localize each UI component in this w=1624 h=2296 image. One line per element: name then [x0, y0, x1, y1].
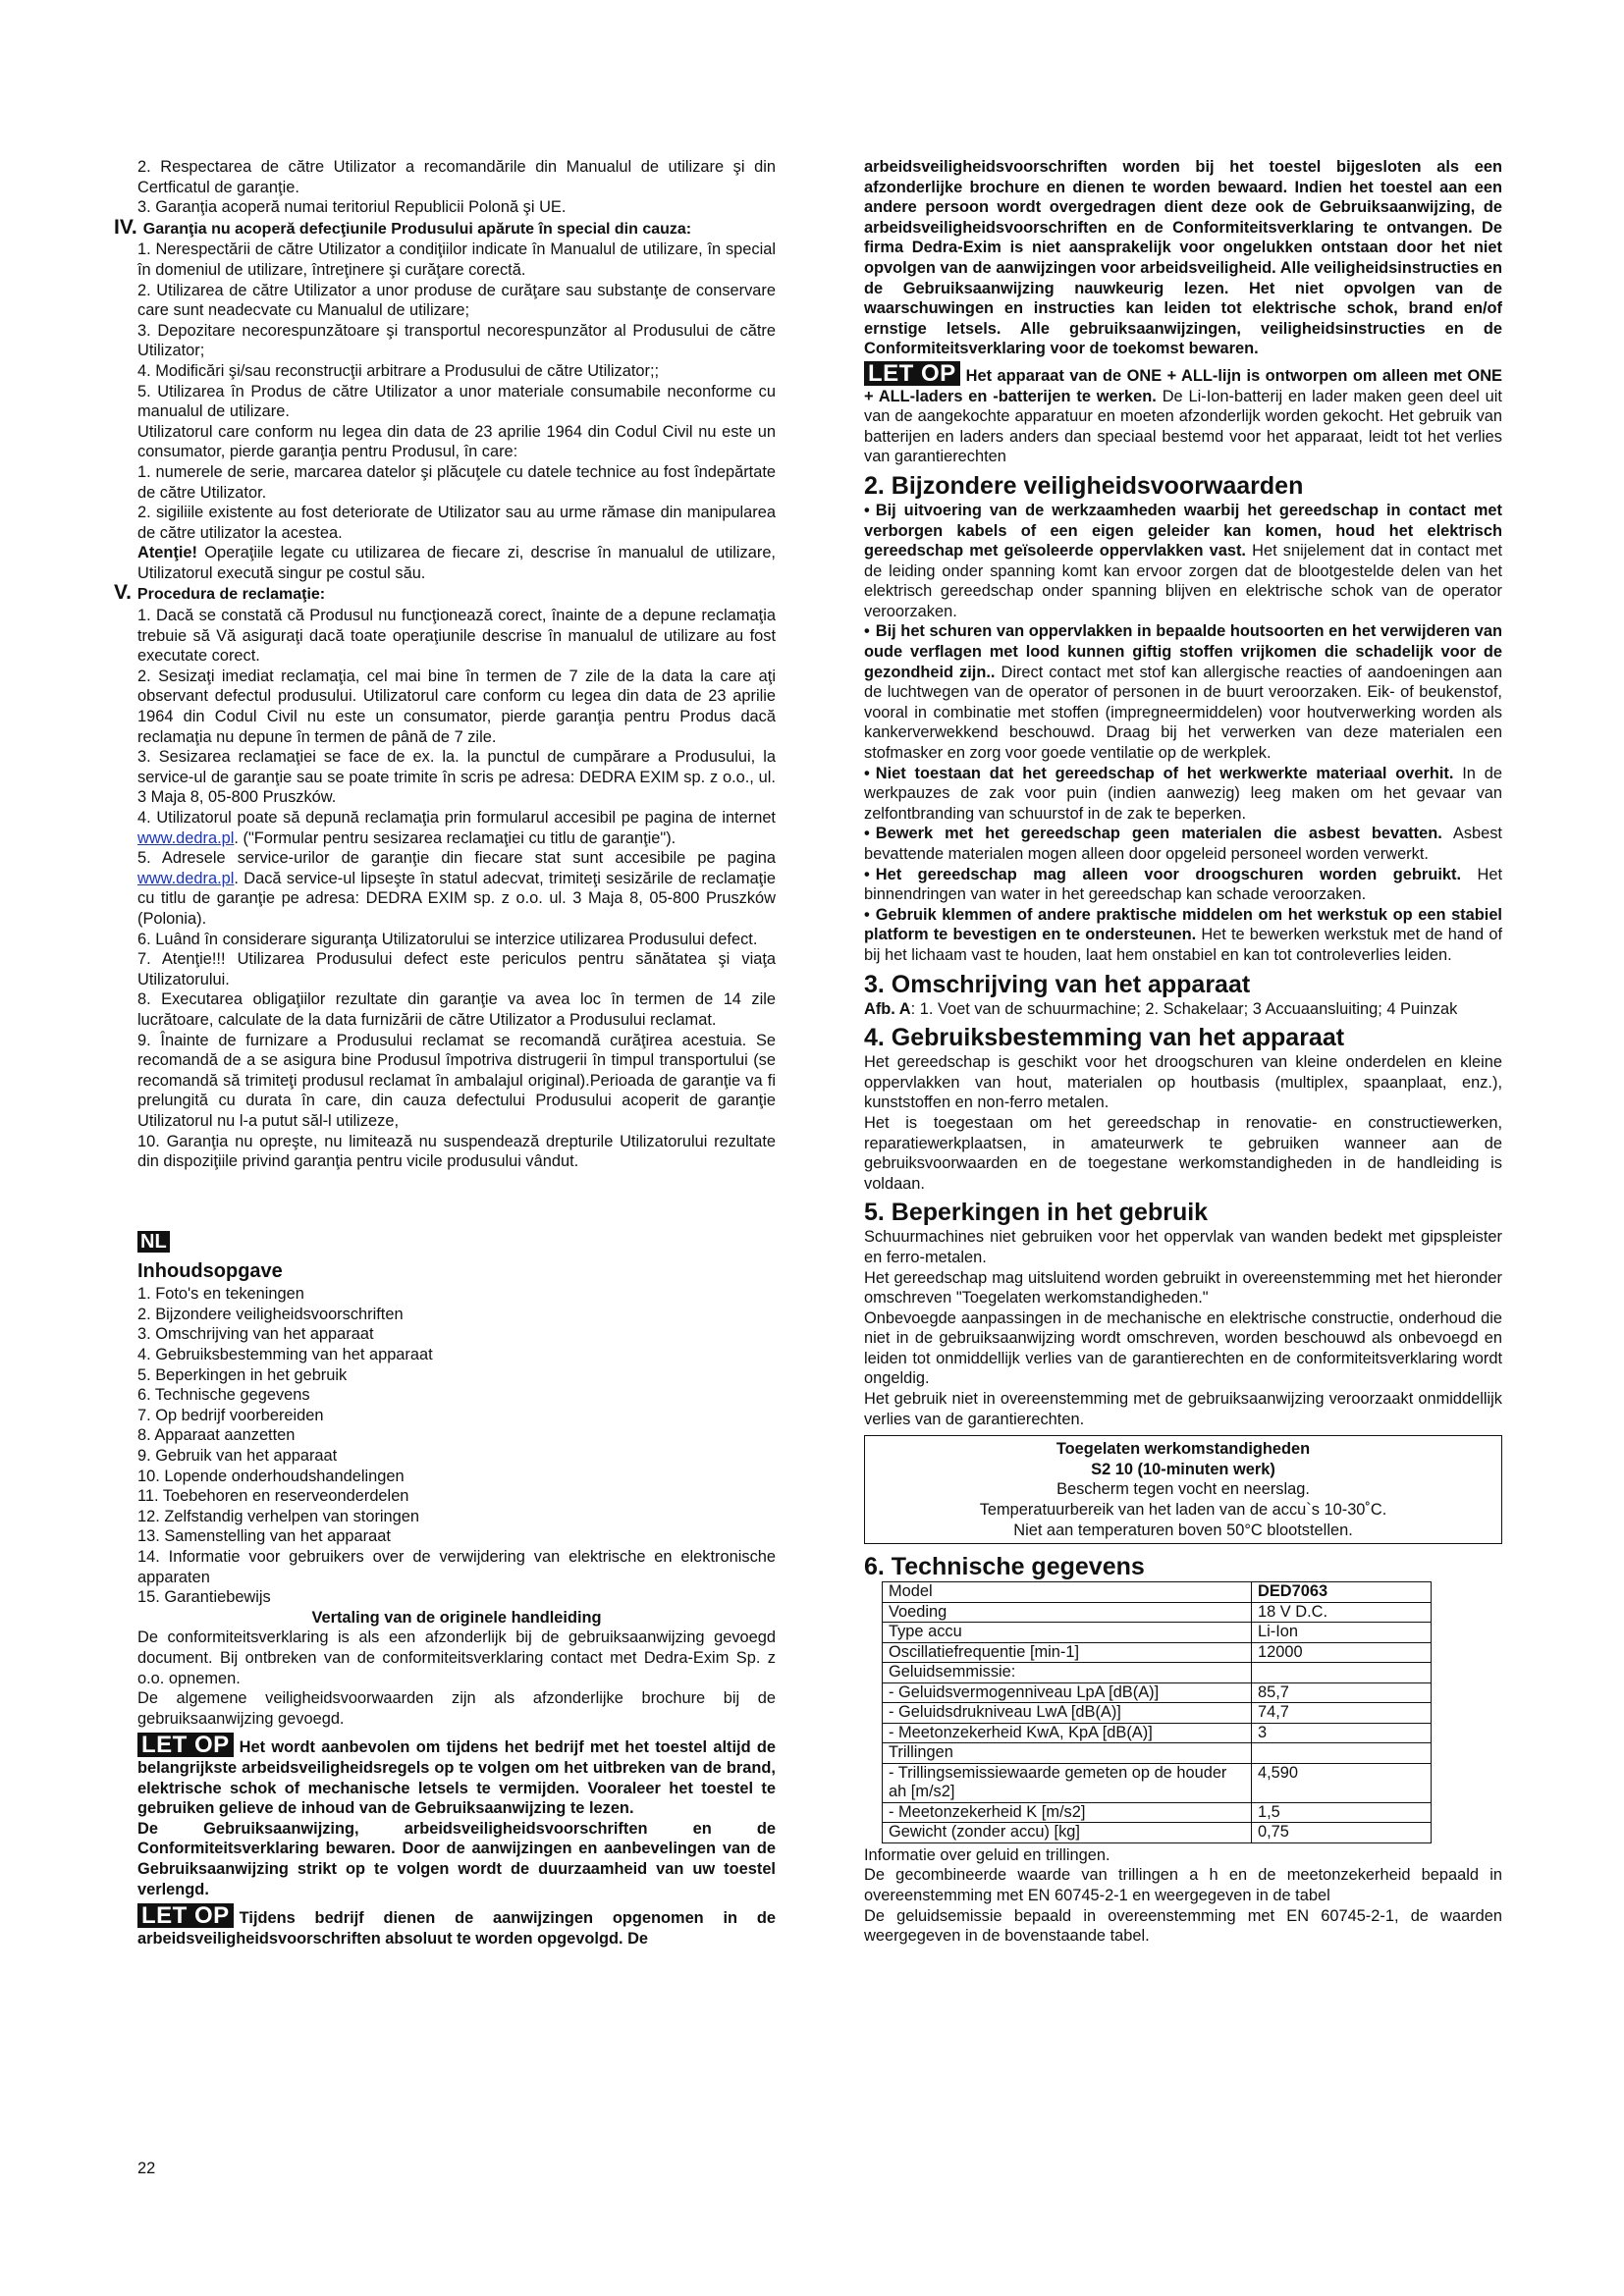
technical-data-row	[883, 1582, 1432, 1603]
letop-label: LET OP	[137, 1733, 234, 1757]
ro-sec5-item: 1. Dacă se constată că Produsul nu funcţionează corect, înainte de a depune reclamaţia trebuie să Vă asiguraţi dacă toate operaţiunile descrise în manualul de utilizare au fost executate corect.	[137, 607, 776, 666]
vibration-value-note: De gecombineerde waarde van trillingen a h en de meetonzekerheid bepaald in overeenstemming met EN 60745-2-1 en weergegeven in de tabel	[864, 1866, 1502, 1904]
section-2-heading: 2. Bijzondere veiligheidsvoorwaarden	[864, 471, 1304, 500]
ro-sec4-item: 2. Utilizarea de către Utilizator a unor produse de curăţare sau substanţe de conservare care sunt neadecvate cu Manualul de utilizare;	[137, 281, 776, 320]
working-conditions-line: Temperatuurbereik van het laden van de accu`s 10-30˚C.	[979, 1501, 1387, 1520]
ro-intro-1: 2. Respectarea de către Utilizator a recomandările din Manualul de utilizare şi din Certficatul de garanţie.	[137, 158, 776, 196]
ro-item4-text-a: 4. Utilizatorul poate să depună reclamaţia prin formularul accesibil pe pagina de internet	[137, 809, 776, 827]
dedra-website-link[interactable]: www.dedra.pl	[137, 869, 235, 887]
technical-data-label: - Meetonzekerheid KwA, KpA [dB(A)]	[883, 1723, 1252, 1743]
ro-section-5-heading	[114, 581, 776, 606]
bullet-icon: •	[864, 865, 870, 883]
toc-item: 5. Beperkingen in het gebruik	[137, 1365, 348, 1384]
technical-data-value	[1252, 1663, 1432, 1683]
technical-data-row	[883, 1723, 1432, 1743]
technical-data-value: 85,7	[1252, 1682, 1432, 1703]
safety-bullet-text: Direct contact met stof kan allergische reacties of aandoeningen aan de luchtwegen van de operator of personen in de buurt veroorzaken. Eik- of beukenstof, vooral in combinatie met stoffen (impregneermiddelen) voor houtverwerking worden als kankerverwekkend beschouwd. Draag bij het verwerken van deze materialen een stofmasker en zorg voor goede ventilatie op de werkplek.	[864, 663, 1503, 763]
general-safety-paragraph: De algemene veiligheidsvoorwaarden zijn als afzonderlijke brochure bij de gebruiksaanwijzing gevoegd.	[137, 1689, 776, 1728]
technical-data-value: DED7063	[1252, 1582, 1432, 1603]
letop-warning-1-text: Het wordt aanbevolen om tijdens het bedrijf met het toestel altijd de belangrijkste arbeidsveiligheidsregels op te volgen om het uitbreken van de brand, elektrische schok of mechanische letsels te vermijden. Vooraleer het toestel te gebruiken gelieve de inhoud van de Gebruiksaanwijzing te lezen.	[137, 1738, 776, 1818]
technical-data-row	[883, 1642, 1432, 1663]
toc-item: 12. Zelfstandig verhelpen van storingen	[137, 1507, 420, 1525]
technical-data-value: 18 V D.C.	[1252, 1602, 1432, 1623]
technical-data-label: Type accu	[883, 1623, 1252, 1643]
right-column	[864, 157, 1502, 1947]
ro-item5-text-b: . Dacă service-ul lipseşte în statul adecvat, trimiteţi sesizările de reclamaţie cu titlu de garanţie pe adresa: DEDRA EXIM sp. z o.o. ul. 3 Maja 8, 05-800 Pruszków (Polonia).	[137, 869, 776, 928]
ro-atentie-paragraph	[137, 543, 776, 583]
technical-data-row	[883, 1763, 1432, 1802]
technical-data-row	[883, 1663, 1432, 1683]
safety-bullet-text: Het te bewerken werkstuk met de hand of bij het lichaam vast te houden, laat hem onstabiel en kan tot controleverlies leiden.	[864, 926, 1502, 964]
ro-item4-text-b: . ("Formular pentru sesizarea reclamaţiei cu titlu de garanţie").	[234, 828, 677, 847]
technical-data-value: 74,7	[1252, 1703, 1432, 1724]
ro-section-5-number: V.	[114, 581, 132, 605]
safety-bullet	[864, 824, 1502, 864]
ro-sec4-item: 1. numerele de serie, marcarea datelor şi plăcuţele cu datele technice au fost îndepărtate de către Utilizator.	[137, 462, 776, 502]
bullet-icon: •	[864, 825, 870, 843]
ro-sec5-item-4	[137, 808, 776, 848]
toc-item: 15. Garantiebewijs	[137, 1588, 271, 1607]
bullet-icon: •	[864, 501, 870, 519]
letop-warning-1	[137, 1733, 776, 1818]
noise-emission-note: De geluidsemissie bepaald in overeenstemming met EN 60745-2-1, de waarden weergegeven in de bovenstaande tabel.	[864, 1906, 1502, 1946]
toc-item: 11. Toebehoren en reserveonderdelen	[137, 1487, 409, 1506]
working-conditions-title: Toegelaten werkomstandigheden	[1056, 1440, 1311, 1459]
table-of-contents	[137, 1284, 776, 1608]
toc-item: 13. Samenstelling van het apparaat	[137, 1527, 391, 1546]
toc-item: 3. Omschrijving van het apparaat	[137, 1325, 374, 1344]
letop-warning-3-text: De Li-Ion-batterij en lader maken geen deel uit van de aangekochte apparatuur en moeten afzonderlijk worden gekocht. Het gebruik van batterijen en laders anders dan speciaal bestemd voor het apparaat, leidt tot het verlies van garantierechten	[864, 387, 1502, 466]
toc-item: 8. Apparaat aanzetten	[137, 1426, 296, 1445]
noise-vibration-info: Informatie over geluid en trillingen.	[864, 1845, 1110, 1864]
ro-atentie-text: Operaţiile legate cu utilizarea de fiecare zi, descrise în manualul de utilizare, Utilizatorul execută singur pe costul său.	[137, 544, 776, 582]
letop-warning-3	[864, 361, 1502, 467]
conformity-paragraph: De conformiteitsverklaring is als een afzonderlijk bij de gebruiksaanwijzing gevoegd document. Bij ontbreken van de conformiteitsverklaring contact met Dedra-Exim Sp. z o.o. opnemen.	[137, 1629, 776, 1687]
section-3-heading: 3. Omschrijving van het apparaat	[864, 970, 1251, 998]
technical-data-row	[883, 1743, 1432, 1764]
figure-a-text: : 1. Voet van de schuurmachine; 2. Schakelaar; 3 Accuaansluiting; 4 Puinzak	[910, 999, 1458, 1018]
safety-bullet-text: Asbest bevattende materialen mogen alleen door opgeleid personeel worden verwerkt.	[864, 825, 1502, 863]
safety-continuation-paragraph: arbeidsveiligheidsvoorschriften worden bij het toestel bijgesloten als een afzonderlijke brochure en dienen te worden bewaard. Indien het toestel aan een andere persoon wordt overgedragen dient deze ook de Gebruiksaanwijzing, de arbeidsveiligheidsvoorschriften en de Conformiteitsverklaring te ontvangen. De firma Dedra-Exim is niet aansprakelijk voor ongelukken ontstaan door het niet opvolgen van de aanwijzingen voor arbeidsveiligheid. Alle veiligheidsinstructies en de Gebruiksaanwijzing nauwkeurig lezen. Het niet opvolgen van de waarschuwingen en instructies kan leiden tot elektrische schok, brand en/of ernstige letsels. Alle gebruiksaanwijzingen, veiligheidsinstructies en de Conformiteitsverklaring voor de toekomst bewaren.	[864, 158, 1502, 358]
nl-language-badge-row	[137, 1231, 776, 1254]
section-5-paragraph: Schuurmachines niet gebruiken voor het oppervlak van wanden bedekt met gipspleister en ferro-metalen.	[864, 1228, 1502, 1266]
ro-section-5-title: Procedura de reclamaţie:	[136, 586, 326, 604]
technical-data-value: 0,75	[1252, 1823, 1432, 1843]
technical-data-value: 1,5	[1252, 1802, 1432, 1823]
technical-data-label: - Geluidsvermogenniveau LpA [dB(A)]	[883, 1682, 1252, 1703]
nl-language-badge: NL	[137, 1231, 170, 1253]
keep-documents-paragraph: De Gebruiksaanwijzing, arbeidsveiligheidsvoorschriften en de Conformiteitsverklaring bewaren. Door de aanwijzingen en aanbevelingen van de Gebruiksaanwijzing strikt op te volgen wordt de duurzaamheid van uw toestel verlengd.	[137, 1819, 776, 1898]
ro-sec5-item: 10. Garanţia nu opreşte, nu limitează nu suspendează drepturile Utilizatorului rezultate din dispoziţiile privind garanţia pentru vicile produsului vândut.	[137, 1132, 776, 1171]
ro-intro-2: 3. Garanţia acoperă numai teritoriul Republicii Polonă şi UE.	[137, 198, 567, 217]
ro-sec5-item: 7. Atenţie!!! Utilizarea Produsului defect este periculos pentru sănătatea şi viaţa Utilizatorului.	[137, 950, 776, 988]
safety-bullet-bold: Bewerk met het gereedschap geen materialen die asbest bevatten.	[875, 825, 1442, 843]
safety-bullet-bold: Gebruik klemmen of andere praktische middelen om het werkstuk op een stabiel platform te bevestigen en te ondersteunen.	[864, 905, 1502, 944]
safety-bullet-bold: Bij het schuren van oppervlakken in bepaalde houtsoorten en het verwijderen van oude verflagen met lood kunnen giftig stoffen vrijkomen die schadelijk voor de gezondheid zijn..	[864, 622, 1502, 681]
technical-data-row	[883, 1602, 1432, 1623]
working-conditions-line: Bescherm tegen vocht en neerslag.	[1056, 1480, 1310, 1499]
safety-bullet	[864, 905, 1502, 966]
ro-sec4-item: 2. sigiliile existente au fost deteriorate de Utilizator sau au urme rămase din manipularea de către utilizator la acestea.	[137, 504, 776, 542]
section-5-paragraph: Het gebruik niet in overeenstemming met de gebruiksaanwijzing veroorzaakt onmiddellijk verlies van de garantierechten.	[864, 1390, 1502, 1428]
safety-bullet	[864, 501, 1502, 622]
safety-bullet-bold: Bij uitvoering van de werkzaamheden waarbij het gereedschap in contact met verborgen kabels of een eigen geleider kan komen, houd het elektrisch gereedschap met geïsoleerde oppervlakken vast.	[864, 501, 1502, 561]
technical-data-label: Oscillatiefrequentie [min-1]	[883, 1642, 1252, 1663]
bullet-icon: •	[864, 764, 870, 782]
translation-title: Vertaling van de originele handleiding	[311, 1608, 602, 1627]
technical-data-table	[882, 1581, 1432, 1843]
letop-warning-2-text: Tijdens bedrijf dienen de aanwijzingen opgenomen in de arbeidsveiligheidsvoorschriften absoluut te worden opgevolgd. De	[137, 1909, 776, 1948]
safety-bullet-bold: Het gereedschap mag alleen voor droogschuren worden gebruikt.	[875, 865, 1462, 883]
technical-data-value: 4,590	[1252, 1763, 1432, 1802]
toc-item: 2. Bijzondere veiligheidsvoorschriften	[137, 1305, 404, 1323]
figure-a-label: Afb. A	[864, 999, 911, 1018]
ro-sec5-item-5	[137, 848, 776, 929]
safety-bullet-text: Het binnendringen van water in het gereedschap kan schade veroorzaken.	[864, 865, 1503, 904]
technical-data-row	[883, 1823, 1432, 1843]
toc-item: 9. Gebruik van het apparaat	[137, 1447, 338, 1466]
section-5-heading: 5. Beperkingen in het gebruik	[864, 1199, 1209, 1227]
ro-sec5-item: 9. Înainte de furnizare a Produsului reclamat se recomandă curăţirea acestuia. Se recomandă de a se asigura bine Produsul împotriva distrugerii în timpul transportului (se recomandă să trimiteţi produsul reclamat în ambalajul original).Perioada de garanţie va fi prelungită cu durata în care, din cauza defectului Produsului acoperit de garanţie Utilizatorul nu l-a putut săl-l utilizeze,	[137, 1031, 776, 1130]
ro-sec5-item: 3. Sesizarea reclamaţiei se face de ex. la. la punctul de cumpărare a Produsului, la service-ul de garanţie sau se poate trimite în scris pe adresa: DEDRA EXIM sp. z o.o., ul. 3 Maja 8, 05-800 Pruszków.	[137, 748, 776, 807]
ro-sec4-item: 4. Modificări şi/sau reconstrucţii arbitrare a Produsului de către Utilizator;;	[137, 361, 660, 380]
ro-sec4-item: 5. Utilizarea în Produs de către Utilizator a unor materiale consumabile neconforme cu manualul de utilizare.	[137, 382, 776, 421]
section-4-paragraph: Het is toegestaan om het gereedschap in renovatie- en constructiewerken, reparatiewerkplaatsen, in amateurwerk te gebruiken wanneer aan de gebruiksvoorwaarden en de toegestane werkomstandigheden in de handleiding is voldaan.	[864, 1113, 1502, 1193]
letop-warning-2	[137, 1903, 776, 1949]
bullet-icon: •	[864, 622, 870, 641]
toc-item: 10. Lopende onderhoudshandelingen	[137, 1467, 405, 1485]
toc-item: 14. Informatie voor gebruikers over de verwijdering van elektrische en elektronische apparaten	[137, 1548, 776, 1586]
safety-bullet-text: Het snijelement dat in contact met de leiding onder spanning komt kan ervoor zorgen dat de blootgestelde delen van het elektrisch gereedschap onder spanning blijven en elektrische schok van de operator veroorzaken.	[864, 542, 1502, 620]
working-conditions-box	[864, 1435, 1502, 1544]
ro-atentie-label: Atenţie!	[137, 544, 198, 562]
technical-data-label: - Geluidsdrukniveau LwA [dB(A)]	[883, 1703, 1252, 1724]
section-5-paragraph: Onbevoegde aanpassingen in de mechanische en elektrische constructie, onderhoud die niet in de gebruiksaanwijzing wordt omschreven, worden beschouwd als onbevoegd en leiden tot onmiddellijk verlies van de garantierechten en de conformiteitsverklaring wordt ongeldig.	[864, 1308, 1502, 1388]
toc-title: Inhoudsopgave	[137, 1260, 283, 1283]
technical-data-label: Trillingen	[883, 1743, 1252, 1764]
letop-label: LET OP	[137, 1903, 234, 1928]
letop-warning-3-bold: Het apparaat van de ONE + ALL-lijn is ontworpen om alleen met ONE + ALL-laders en -batterijen te werken.	[864, 366, 1502, 405]
technical-data-label: Geluidsemmissie:	[883, 1663, 1252, 1683]
technical-data-value: Li-Ion	[1252, 1623, 1432, 1643]
ro-sec4-item: Utilizatorul care conform nu legea din data de 23 aprilie 1964 din Codul Civil nu este un consumator, pierde garanţia pentru Produsul, în care:	[137, 422, 776, 461]
technical-data-value: 3	[1252, 1723, 1432, 1743]
left-column	[114, 157, 776, 1949]
technical-data-row	[883, 1802, 1432, 1823]
section-5-paragraph: Het gereedschap mag uitsluitend worden gebruikt in overeenstemming met het hieronder omschreven "Toegelaten werkomstandigheden."	[864, 1268, 1502, 1308]
toc-item: 7. Op bedrijf voorbereiden	[137, 1406, 324, 1424]
technical-data-label: - Trillingsemissiewaarde gemeten op de houder ah [m/s2]	[883, 1763, 1252, 1802]
safety-bullet	[864, 621, 1502, 763]
ro-item5-text-a: 5. Adresele service-urilor de garanţie din fiecare stat sunt accesibile pe pagina	[137, 849, 776, 868]
ro-section-4-number: IV.	[114, 215, 137, 239]
technical-data-label: - Meetonzekerheid K [m/s2]	[883, 1802, 1252, 1823]
technical-data-value: 12000	[1252, 1642, 1432, 1663]
toc-item: 1. Foto's en tekeningen	[137, 1285, 304, 1304]
technical-data-label: Gewicht (zonder accu) [kg]	[883, 1823, 1252, 1843]
ro-sec5-item: 2. Sesizaţi imediat reclamaţia, cel mai bine în termen de 7 zile de la data la care aţi observant defectul produsului. Utilizatorul care conform cu legea din data de 23 aprilie 1964 din Codul Civil nu este un consumator, pierde garanţia pentru Produs dacă reclamaţia nu depune în termen de până de 7 zile.	[137, 667, 776, 746]
working-conditions-mode: S2 10 (10-minuten werk)	[1091, 1460, 1275, 1478]
ro-sec4-item: 3. Depozitare necorespunzătoare şi transportul necorespunzător al Produsului de către Utilizator;	[137, 321, 776, 360]
ro-sec5-item: 6. Luând în considerare siguranţa Utilizatorului se interzice utilizarea Produsului defect.	[137, 930, 758, 948]
ro-section-4-heading	[114, 215, 776, 240]
technical-data-row	[883, 1703, 1432, 1724]
section-6-heading: 6. Technische gegevens	[864, 1553, 1145, 1581]
ro-sec4-item: 1. Nerespectării de către Utilizator a condiţiilor indicate în Manualul de utilizare, în special în domeniul de utilizare, întreţinere şi curăţare corectă.	[137, 240, 776, 279]
technical-data-label: Model	[883, 1582, 1252, 1603]
toc-item: 6. Technische gegevens	[137, 1386, 310, 1405]
working-conditions-line: Niet aan temperaturen boven 50°C blootstellen.	[1013, 1521, 1353, 1539]
safety-bullet	[864, 865, 1502, 905]
safety-bullet-bold: Niet toestaan dat het gereedschap of het werkwerkte materiaal overhit.	[875, 764, 1454, 782]
bullet-icon: •	[864, 905, 870, 924]
safety-bullet	[864, 764, 1502, 825]
safety-bullet-text: In de werkpauzes de zak voor puin (indien aanwezig) leeg maken om het gevaar van zelfontbranding van schuurstof in de zak te beperken.	[864, 764, 1502, 823]
section-4-heading: 4. Gebruiksbestemming van het apparaat	[864, 1024, 1345, 1052]
dedra-website-link[interactable]: www.dedra.pl	[137, 828, 235, 847]
ro-section-4-title: Garanţia nu acoperă defecţiunile Produsului apărute în special din cauza:	[142, 220, 692, 238]
ro-sec5-item: 8. Executarea obligaţiilor rezultate din garanţie va avea loc în termen de 14 zile lucrătoare, calculate de la data furnizării de către Utilizator a Produsului reclamat.	[137, 990, 776, 1029]
section-4-paragraph: Het gereedschap is geschikt voor het droogschuren van kleine onderdelen en kleine oppervlakken van hout, materialen op houtbasis (multiplex, spaanplaat, enz.), kunststoffen en non-ferro metalen.	[864, 1053, 1502, 1112]
toc-item: 4. Gebruiksbestemming van het apparaat	[137, 1346, 433, 1364]
technical-data-row	[883, 1623, 1432, 1643]
page-number: 22	[137, 2160, 156, 2177]
technical-data-row	[883, 1682, 1432, 1703]
technical-data-value	[1252, 1743, 1432, 1764]
figure-a-legend	[864, 999, 1502, 1020]
letop-label: LET OP	[864, 361, 960, 386]
technical-data-label: Voeding	[883, 1602, 1252, 1623]
